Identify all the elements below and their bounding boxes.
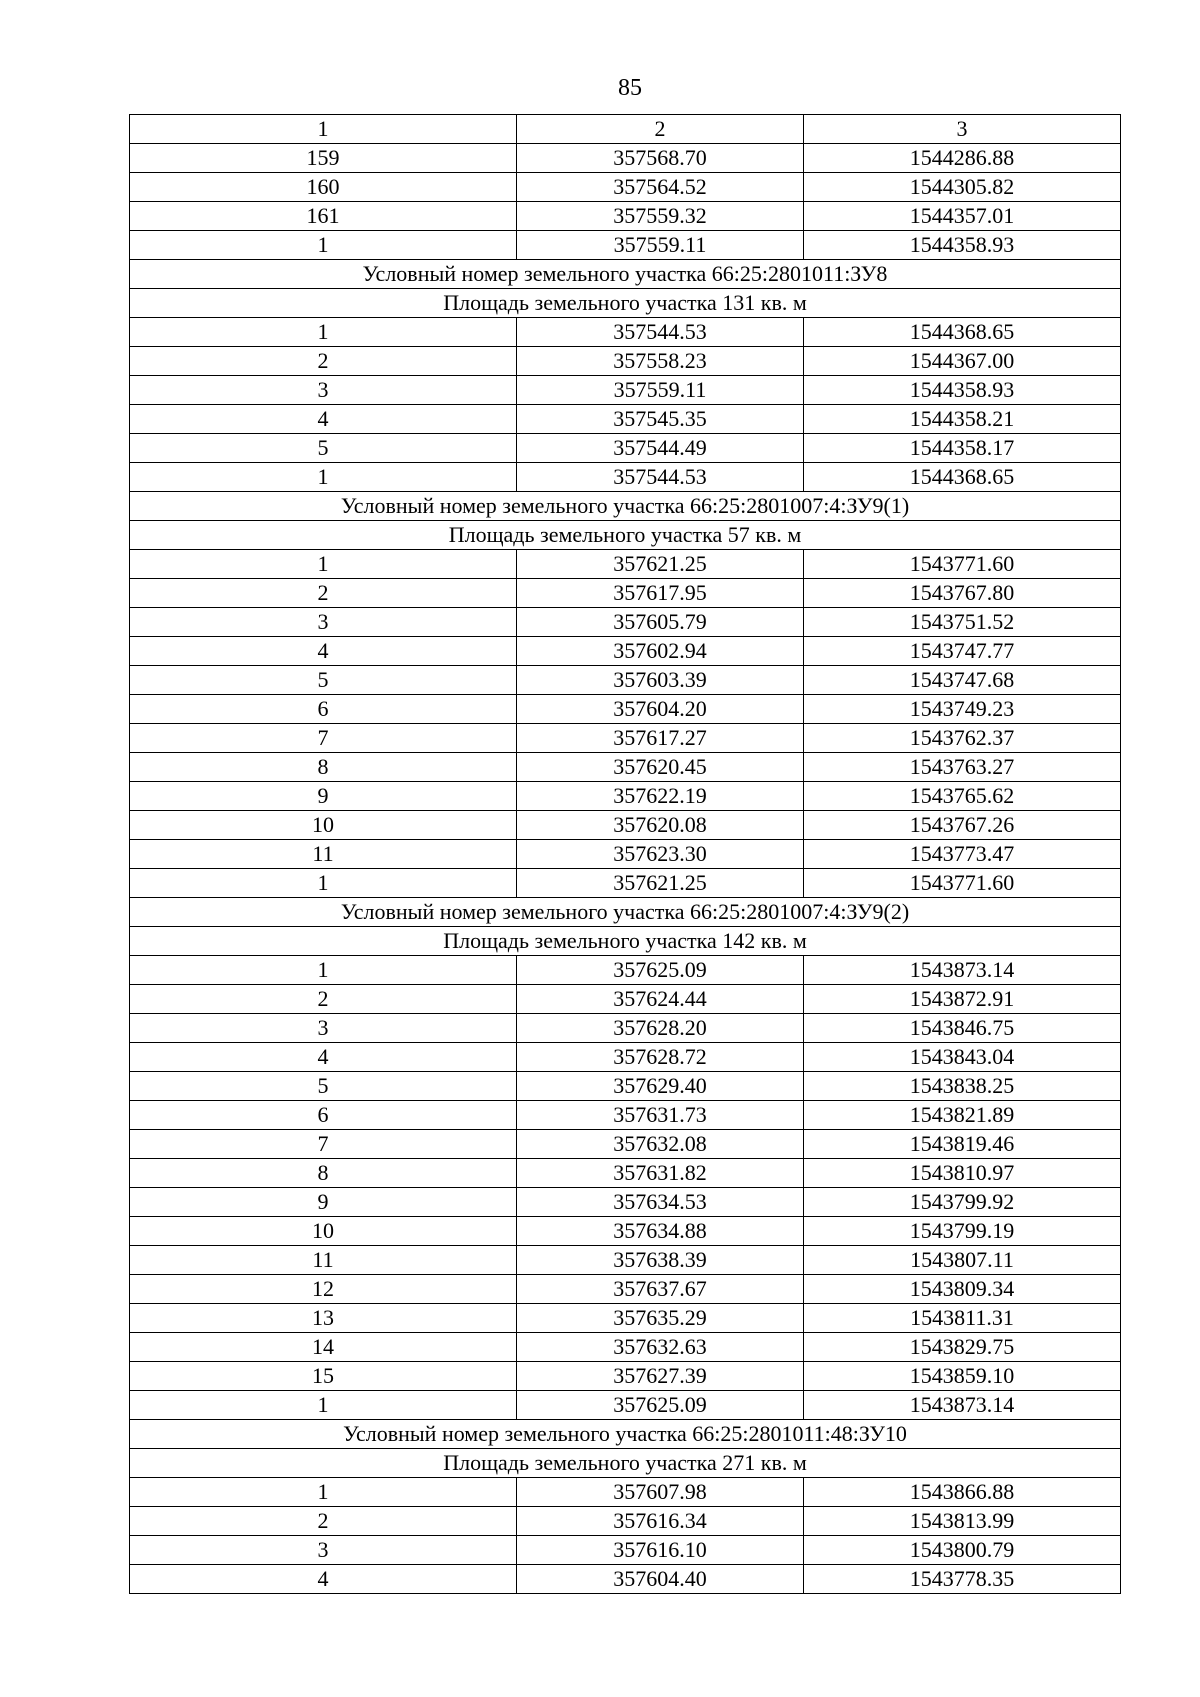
section-caption: Площадь земельного участка 131 кв. м	[130, 289, 1121, 318]
table-row	[130, 1130, 1121, 1159]
y-coordinate-cell: 1543810.97	[804, 1159, 1121, 1188]
point-number-cell: 3	[130, 608, 517, 637]
point-number-cell: 12	[130, 1275, 517, 1304]
y-coordinate-cell: 1543767.26	[804, 811, 1121, 840]
table-row	[130, 1362, 1121, 1391]
table-row	[130, 869, 1121, 898]
y-coordinate-cell: 1543838.25	[804, 1072, 1121, 1101]
x-coordinate-cell: 357544.53	[517, 318, 804, 347]
table-row	[130, 1188, 1121, 1217]
table-row	[130, 1304, 1121, 1333]
x-coordinate-cell: 357632.63	[517, 1333, 804, 1362]
point-number-cell: 4	[130, 405, 517, 434]
table-row	[130, 1159, 1121, 1188]
y-coordinate-cell: 1543859.10	[804, 1362, 1121, 1391]
y-coordinate-cell: 1544368.65	[804, 463, 1121, 492]
y-coordinate-cell: 1543751.52	[804, 608, 1121, 637]
table-body	[130, 144, 1121, 1594]
x-coordinate-cell: 357629.40	[517, 1072, 804, 1101]
table-row	[130, 1246, 1121, 1275]
y-coordinate-cell: 1543749.23	[804, 695, 1121, 724]
x-coordinate-cell: 357617.95	[517, 579, 804, 608]
point-number-cell: 7	[130, 1130, 517, 1159]
table-row	[130, 753, 1121, 782]
point-number-cell: 7	[130, 724, 517, 753]
point-number-cell: 1	[130, 318, 517, 347]
point-number-cell: 1	[130, 550, 517, 579]
section-caption-row	[130, 1420, 1121, 1449]
x-coordinate-cell: 357624.44	[517, 985, 804, 1014]
table-row	[130, 666, 1121, 695]
point-number-cell: 1	[130, 231, 517, 260]
x-coordinate-cell: 357603.39	[517, 666, 804, 695]
section-caption: Площадь земельного участка 57 кв. м	[130, 521, 1121, 550]
x-coordinate-cell: 357638.39	[517, 1246, 804, 1275]
x-coordinate-cell: 357564.52	[517, 173, 804, 202]
table-row	[130, 1101, 1121, 1130]
table-row	[130, 956, 1121, 985]
x-coordinate-cell: 357632.08	[517, 1130, 804, 1159]
y-coordinate-cell: 1543799.19	[804, 1217, 1121, 1246]
y-coordinate-cell: 1543807.11	[804, 1246, 1121, 1275]
x-coordinate-cell: 357627.39	[517, 1362, 804, 1391]
table-row	[130, 405, 1121, 434]
point-number-cell: 10	[130, 1217, 517, 1246]
table-row	[130, 985, 1121, 1014]
point-number-cell: 4	[130, 1565, 517, 1594]
y-coordinate-cell: 1543763.27	[804, 753, 1121, 782]
point-number-cell: 4	[130, 637, 517, 666]
table-row	[130, 1333, 1121, 1362]
point-number-cell: 1	[130, 869, 517, 898]
section-caption: Условный номер земельного участка 66:25:2801011:48:ЗУ10	[130, 1420, 1121, 1449]
section-caption: Площадь земельного участка 271 кв. м	[130, 1449, 1121, 1478]
table-row	[130, 173, 1121, 202]
x-coordinate-cell: 357621.25	[517, 869, 804, 898]
y-coordinate-cell: 1543811.31	[804, 1304, 1121, 1333]
y-coordinate-cell: 1544358.93	[804, 376, 1121, 405]
y-coordinate-cell: 1543747.68	[804, 666, 1121, 695]
x-coordinate-cell: 357635.29	[517, 1304, 804, 1333]
point-number-cell: 8	[130, 1159, 517, 1188]
page-number: 85	[618, 75, 642, 101]
y-coordinate-cell: 1543767.80	[804, 579, 1121, 608]
x-coordinate-cell: 357616.34	[517, 1507, 804, 1536]
x-coordinate-cell: 357623.30	[517, 840, 804, 869]
table-row	[130, 1478, 1121, 1507]
point-number-cell: 2	[130, 579, 517, 608]
table-row	[130, 376, 1121, 405]
y-coordinate-cell: 1543800.79	[804, 1536, 1121, 1565]
y-coordinate-cell: 1544367.00	[804, 347, 1121, 376]
point-number-cell: 9	[130, 782, 517, 811]
table-row	[130, 608, 1121, 637]
table-row	[130, 1275, 1121, 1304]
table-row	[130, 1536, 1121, 1565]
y-coordinate-cell: 1543872.91	[804, 985, 1121, 1014]
y-coordinate-cell: 1543846.75	[804, 1014, 1121, 1043]
point-number-cell: 2	[130, 1507, 517, 1536]
table-row	[130, 1217, 1121, 1246]
y-coordinate-cell: 1543866.88	[804, 1478, 1121, 1507]
header-cell-y: 3	[804, 115, 1121, 144]
point-number-cell: 4	[130, 1043, 517, 1072]
y-coordinate-cell: 1544286.88	[804, 144, 1121, 173]
table-row	[130, 318, 1121, 347]
x-coordinate-cell: 357604.20	[517, 695, 804, 724]
point-number-cell: 3	[130, 1536, 517, 1565]
point-number-cell: 5	[130, 666, 517, 695]
x-coordinate-cell: 357634.53	[517, 1188, 804, 1217]
point-number-cell: 9	[130, 1188, 517, 1217]
x-coordinate-cell: 357620.08	[517, 811, 804, 840]
y-coordinate-cell: 1544358.21	[804, 405, 1121, 434]
point-number-cell: 6	[130, 1101, 517, 1130]
y-coordinate-cell: 1543771.60	[804, 550, 1121, 579]
section-caption-row	[130, 521, 1121, 550]
point-number-cell: 5	[130, 1072, 517, 1101]
x-coordinate-cell: 357545.35	[517, 405, 804, 434]
table-row	[130, 144, 1121, 173]
section-caption-row	[130, 898, 1121, 927]
point-number-cell: 161	[130, 202, 517, 231]
point-number-cell: 15	[130, 1362, 517, 1391]
table-row	[130, 1014, 1121, 1043]
x-coordinate-cell: 357625.09	[517, 1391, 804, 1420]
x-coordinate-cell: 357559.11	[517, 231, 804, 260]
header-cell-point: 1	[130, 115, 517, 144]
x-coordinate-cell: 357544.53	[517, 463, 804, 492]
x-coordinate-cell: 357558.23	[517, 347, 804, 376]
section-caption: Условный номер земельного участка 66:25:2801011:ЗУ8	[130, 260, 1121, 289]
table-row	[130, 840, 1121, 869]
x-coordinate-cell: 357637.67	[517, 1275, 804, 1304]
x-coordinate-cell: 357605.79	[517, 608, 804, 637]
x-coordinate-cell: 357568.70	[517, 144, 804, 173]
table-header-row	[130, 115, 1121, 144]
point-number-cell: 13	[130, 1304, 517, 1333]
y-coordinate-cell: 1544305.82	[804, 173, 1121, 202]
table-row	[130, 637, 1121, 666]
section-caption-row	[130, 1449, 1121, 1478]
point-number-cell: 1	[130, 463, 517, 492]
y-coordinate-cell: 1543762.37	[804, 724, 1121, 753]
section-caption-row	[130, 289, 1121, 318]
x-coordinate-cell: 357616.10	[517, 1536, 804, 1565]
y-coordinate-cell: 1543873.14	[804, 1391, 1121, 1420]
table-row	[130, 1072, 1121, 1101]
table-row	[130, 550, 1121, 579]
table-row	[130, 579, 1121, 608]
section-caption-row	[130, 927, 1121, 956]
x-coordinate-cell: 357607.98	[517, 1478, 804, 1507]
y-coordinate-cell: 1543765.62	[804, 782, 1121, 811]
y-coordinate-cell: 1543813.99	[804, 1507, 1121, 1536]
y-coordinate-cell: 1544358.93	[804, 231, 1121, 260]
y-coordinate-cell: 1543799.92	[804, 1188, 1121, 1217]
table-row	[130, 1565, 1121, 1594]
x-coordinate-cell: 357559.11	[517, 376, 804, 405]
x-coordinate-cell: 357634.88	[517, 1217, 804, 1246]
point-number-cell: 159	[130, 144, 517, 173]
table-row	[130, 463, 1121, 492]
table-row	[130, 1391, 1121, 1420]
table-row	[130, 1507, 1121, 1536]
section-caption-row	[130, 492, 1121, 521]
point-number-cell: 3	[130, 376, 517, 405]
x-coordinate-cell: 357602.94	[517, 637, 804, 666]
y-coordinate-cell: 1543747.77	[804, 637, 1121, 666]
section-caption-row	[130, 260, 1121, 289]
section-caption: Условный номер земельного участка 66:25:2801007:4:ЗУ9(2)	[130, 898, 1121, 927]
point-number-cell: 1	[130, 1391, 517, 1420]
table-row	[130, 695, 1121, 724]
point-number-cell: 1	[130, 956, 517, 985]
point-number-cell: 11	[130, 840, 517, 869]
y-coordinate-cell: 1543843.04	[804, 1043, 1121, 1072]
header-cell-x: 2	[517, 115, 804, 144]
point-number-cell: 5	[130, 434, 517, 463]
table-row	[130, 347, 1121, 376]
point-number-cell: 160	[130, 173, 517, 202]
y-coordinate-cell: 1543771.60	[804, 869, 1121, 898]
x-coordinate-cell: 357621.25	[517, 550, 804, 579]
x-coordinate-cell: 357625.09	[517, 956, 804, 985]
coordinates-table	[129, 114, 1121, 1594]
point-number-cell: 2	[130, 985, 517, 1014]
section-caption: Площадь земельного участка 142 кв. м	[130, 927, 1121, 956]
point-number-cell: 11	[130, 1246, 517, 1275]
y-coordinate-cell: 1543778.35	[804, 1565, 1121, 1594]
y-coordinate-cell: 1543809.34	[804, 1275, 1121, 1304]
table-row	[130, 1043, 1121, 1072]
point-number-cell: 10	[130, 811, 517, 840]
table-row	[130, 434, 1121, 463]
x-coordinate-cell: 357544.49	[517, 434, 804, 463]
x-coordinate-cell: 357631.73	[517, 1101, 804, 1130]
table-row	[130, 782, 1121, 811]
point-number-cell: 6	[130, 695, 517, 724]
table-row	[130, 231, 1121, 260]
y-coordinate-cell: 1544368.65	[804, 318, 1121, 347]
x-coordinate-cell: 357604.40	[517, 1565, 804, 1594]
point-number-cell: 8	[130, 753, 517, 782]
x-coordinate-cell: 357559.32	[517, 202, 804, 231]
x-coordinate-cell: 357622.19	[517, 782, 804, 811]
x-coordinate-cell: 357617.27	[517, 724, 804, 753]
table-row	[130, 202, 1121, 231]
x-coordinate-cell: 357628.20	[517, 1014, 804, 1043]
table-row	[130, 724, 1121, 753]
y-coordinate-cell: 1543773.47	[804, 840, 1121, 869]
point-number-cell: 2	[130, 347, 517, 376]
table-row	[130, 811, 1121, 840]
point-number-cell: 3	[130, 1014, 517, 1043]
y-coordinate-cell: 1543819.46	[804, 1130, 1121, 1159]
x-coordinate-cell: 357628.72	[517, 1043, 804, 1072]
point-number-cell: 14	[130, 1333, 517, 1362]
y-coordinate-cell: 1544357.01	[804, 202, 1121, 231]
y-coordinate-cell: 1543829.75	[804, 1333, 1121, 1362]
y-coordinate-cell: 1543873.14	[804, 956, 1121, 985]
point-number-cell: 1	[130, 1478, 517, 1507]
x-coordinate-cell: 357631.82	[517, 1159, 804, 1188]
y-coordinate-cell: 1543821.89	[804, 1101, 1121, 1130]
x-coordinate-cell: 357620.45	[517, 753, 804, 782]
y-coordinate-cell: 1544358.17	[804, 434, 1121, 463]
section-caption: Условный номер земельного участка 66:25:2801007:4:ЗУ9(1)	[130, 492, 1121, 521]
